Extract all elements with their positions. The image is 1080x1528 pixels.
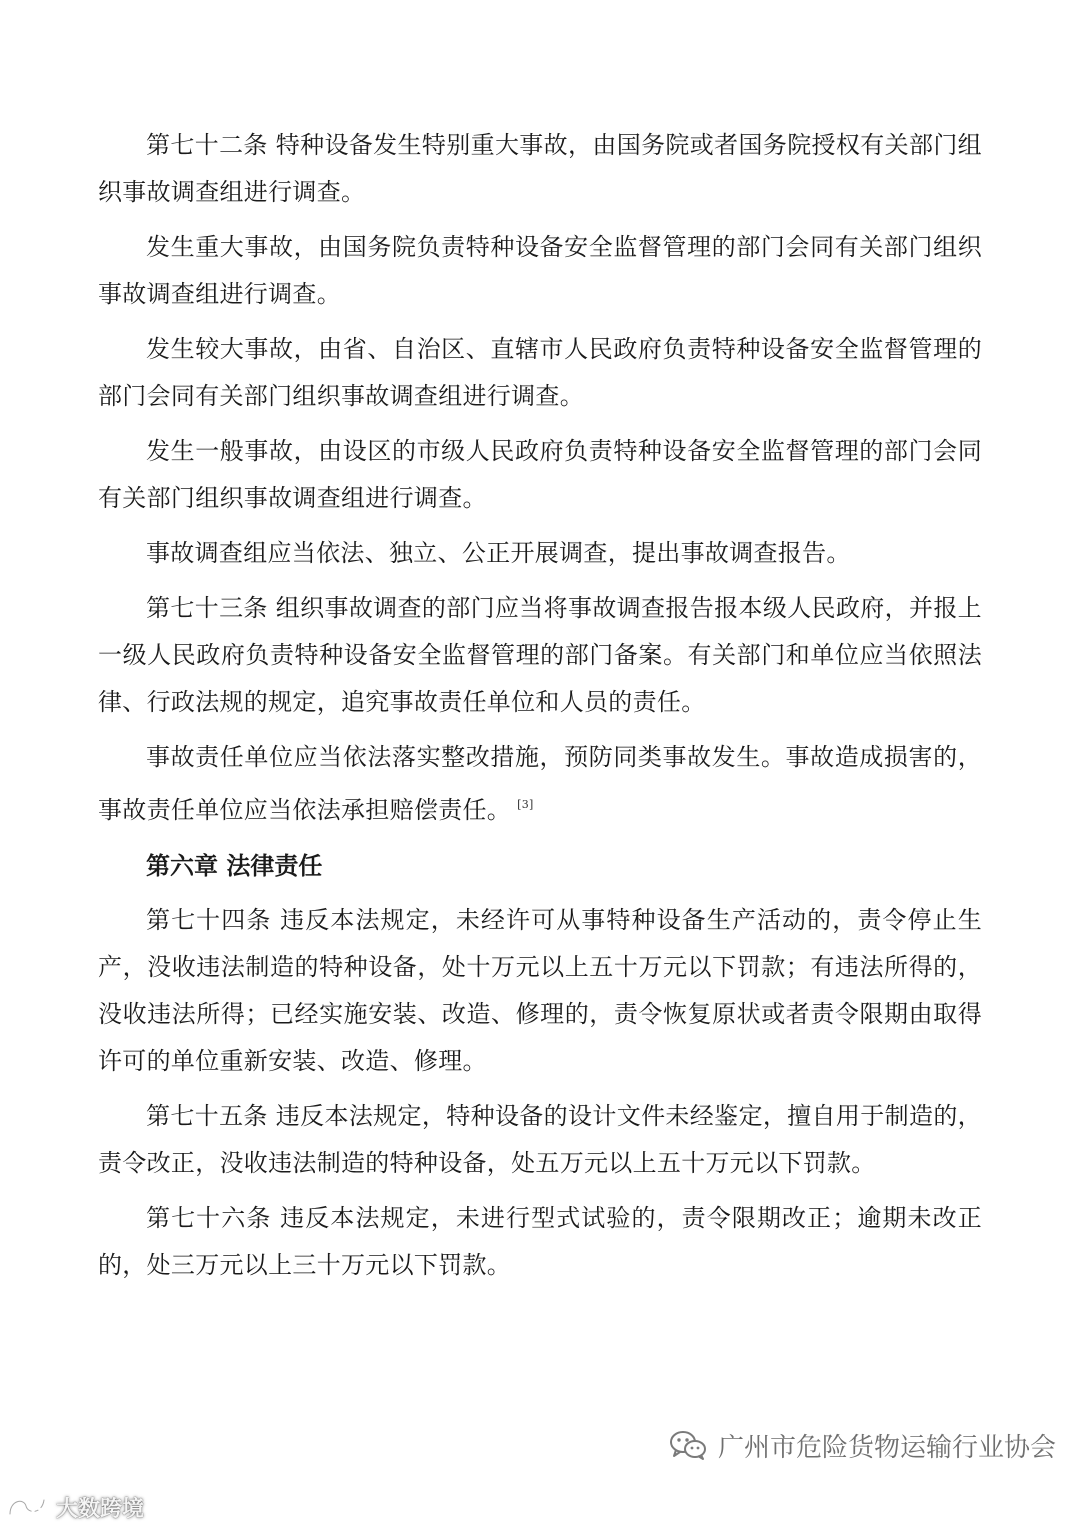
paragraph-article-74: 第七十四条 违反本法规定，未经许可从事特种设备生产活动的，责令停止生产，没收违法制造的特种设备，处十万元以上五十万元以下罚款；有违法所得的，没收违法所得；已经实施安装、改造、修理的，责令恢复原状或者责令限期由取得许可的单位重新安装、改造、修理。 bbox=[98, 906, 982, 1075]
paragraph-article-73: 第七十三条 组织事故调查的部门应当将事故调查报告报本级人民政府，并报上一级人民政府负责特种设备安全监督管理的部门备案。有关部门和单位应当依照法律、行政法规的规定，追究事故责任单位和人员的责任。 bbox=[98, 594, 982, 716]
paragraph-liability-text: 事故责任单位应当依法落实整改措施，预防同类事故发生。事故造成损害的，事故责任单位应当依法承担赔偿责任。 bbox=[98, 743, 982, 824]
document-body bbox=[98, 122, 982, 1297]
paragraph-liability-compensation bbox=[98, 734, 982, 834]
platform-watermark-text: 大数跨境 bbox=[56, 1496, 145, 1522]
paragraph-article-72: 第七十二条 特种设备发生特别重大事故，由国务院或者国务院授权有关部门组织事故调查组进行调查。 bbox=[98, 131, 982, 206]
source-watermark-text: 广州市危险货物运输行业协会 bbox=[717, 1432, 1056, 1463]
paragraph-investigation-team: 事故调查组应当依法、独立、公正开展调查，提出事故调查报告。 bbox=[146, 539, 851, 567]
reference-mark[interactable]: [3] bbox=[517, 798, 534, 811]
paragraph-general-accident: 发生一般事故，由设区的市级人民政府负责特种设备安全监督管理的部门会同有关部门组织事故调查组进行调查。 bbox=[98, 437, 982, 512]
chapter-heading: 第六章 法律责任 bbox=[146, 851, 323, 880]
wechat-icon bbox=[668, 1429, 708, 1461]
paragraph-article-75: 第七十五条 违反本法规定，特种设备的设计文件未经鉴定，擅自用于制造的，责令改正，没收违法制造的特种设备，处五万元以上五十万元以下罚款。 bbox=[98, 1102, 982, 1177]
source-watermark bbox=[668, 1421, 1056, 1469]
paragraph-major-accident: 发生重大事故，由国务院负责特种设备安全监督管理的部门会同有关部门组织事故调查组进行调查。 bbox=[98, 233, 982, 308]
paragraph-article-76: 第七十六条 违反本法规定，未进行型式试验的，责令限期改正；逾期未改正的，处三万元以上三十万元以下罚款。 bbox=[98, 1204, 982, 1279]
platform-watermark bbox=[6, 1490, 144, 1524]
dskj-logo-icon bbox=[6, 1492, 50, 1522]
paragraph-larger-accident: 发生较大事故，由省、自治区、直辖市人民政府负责特种设备安全监督管理的部门会同有关部门组织事故调查组进行调查。 bbox=[98, 335, 982, 410]
